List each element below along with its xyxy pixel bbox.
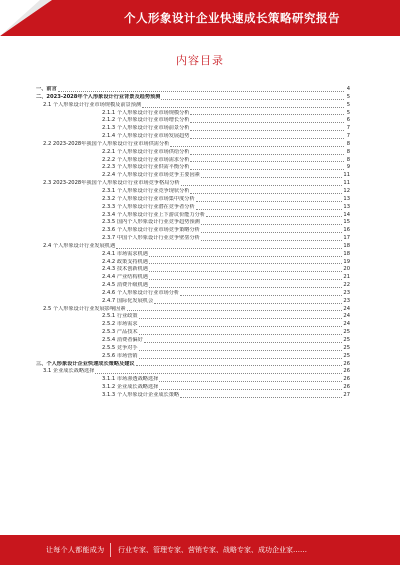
toc-entry[interactable] bbox=[36, 157, 350, 165]
toc-entry-page: 16 bbox=[343, 227, 350, 234]
toc-entry-page: 20 bbox=[343, 266, 350, 273]
toc-entry[interactable] bbox=[36, 274, 350, 282]
toc-entry[interactable] bbox=[36, 368, 350, 376]
toc-entry-label: 2.5 个人形象设计行业发展影响因素 bbox=[43, 305, 126, 312]
toc-entry[interactable] bbox=[36, 149, 350, 157]
toc-entry-label: 2.4.5 消费升级机遇 bbox=[102, 282, 148, 289]
toc-entry-label: 2.5.3 产品技术 bbox=[102, 329, 138, 336]
toc-leader-dots bbox=[161, 99, 344, 100]
toc-entry-label: 2.2.3 个人形象设计行业供需平衡分析 bbox=[102, 164, 190, 171]
toc-leader-dots bbox=[149, 271, 342, 272]
toc-leader-dots bbox=[201, 232, 343, 233]
toc-entry-page: 5 bbox=[346, 93, 350, 100]
toc-entry-page: 26 bbox=[343, 384, 350, 391]
toc-entry-label: 2.1.4 个人形象设计行业市场发展趋势 bbox=[102, 133, 190, 140]
toc-entry-label: 2.1.3 个人形象设计行业市场前景分析 bbox=[102, 125, 190, 132]
header-wedge bbox=[0, 0, 40, 36]
toc-entry-label: 2.3.2 个人形象设计行业市场集中度分析 bbox=[102, 195, 195, 202]
toc-entry[interactable] bbox=[36, 164, 350, 172]
toc-leader-dots bbox=[190, 130, 344, 131]
toc-entry[interactable] bbox=[36, 204, 350, 212]
toc-leader-dots bbox=[116, 248, 342, 249]
toc-entry-label: 2.4.1 市场需求机遇 bbox=[102, 250, 148, 257]
toc-entry-page: 24 bbox=[343, 305, 350, 312]
toc-leader-dots bbox=[149, 287, 342, 288]
toc-entry-label: 2.1 个人形象设计行业市场规模及前景预测 bbox=[43, 101, 142, 108]
toc-leader-dots bbox=[170, 146, 344, 147]
toc-entry-label: 2.2.1 个人形象设计行业市场供给分析 bbox=[102, 148, 190, 155]
toc-entry[interactable] bbox=[36, 102, 350, 110]
toc-entry[interactable] bbox=[36, 251, 350, 259]
toc-entry-page: 7 bbox=[346, 125, 350, 132]
toc-entry[interactable] bbox=[36, 298, 350, 306]
toc-entry[interactable] bbox=[36, 353, 350, 361]
toc-entry[interactable] bbox=[36, 235, 350, 243]
toc-leader-dots bbox=[159, 389, 342, 390]
toc-entry-page: 8 bbox=[346, 148, 350, 155]
toc-entry[interactable] bbox=[36, 329, 350, 337]
toc-leader-dots bbox=[139, 334, 343, 335]
toc-entry-page: 8 bbox=[346, 140, 350, 147]
toc-entry-page: 9 bbox=[346, 164, 350, 171]
toc-leader-dots bbox=[190, 138, 344, 139]
toc-leader-dots bbox=[139, 326, 343, 327]
toc-entry-page: 25 bbox=[343, 352, 350, 359]
toc-entry-label: 2.3.5 国内个人形象设计行业竞争趋势预测 bbox=[102, 219, 200, 226]
footer-divider bbox=[110, 543, 111, 557]
toc-entry[interactable] bbox=[36, 133, 350, 141]
toc-entry-label: 2.4.7 国际化发展机会 bbox=[102, 297, 154, 304]
toc-entry[interactable] bbox=[36, 306, 350, 314]
toc-entry[interactable] bbox=[36, 392, 350, 400]
toc-entry[interactable] bbox=[36, 117, 350, 125]
toc-entry-label: 2.3.3 个人形象设计行业潜在竞争者分析 bbox=[102, 203, 195, 210]
toc-entry[interactable] bbox=[36, 188, 350, 196]
toc-entry-page: 25 bbox=[343, 344, 350, 351]
toc-entry[interactable] bbox=[36, 384, 350, 392]
toc-entry-label: 2.4.4 产业结构机遇 bbox=[102, 274, 148, 281]
toc-leader-dots bbox=[190, 114, 344, 115]
toc-entry[interactable] bbox=[36, 219, 350, 227]
toc-leader-dots bbox=[139, 358, 343, 359]
toc-leader-dots bbox=[127, 310, 343, 311]
toc-entry-page: 13 bbox=[343, 203, 350, 210]
toc-entry-label: 3.1 企业成长战略选择 bbox=[43, 368, 95, 375]
toc-entry[interactable] bbox=[36, 290, 350, 298]
toc-entry-page: 22 bbox=[343, 282, 350, 289]
toc-entry-label: 2.5.1 行业政策 bbox=[102, 313, 138, 320]
toc-entry-label: 2.3.4 个人形象设计行业上下游议价能力分析 bbox=[102, 211, 206, 218]
toc-entry-label: 二、2023-2028年个人形象设计行业背景及趋势预测 bbox=[36, 93, 161, 100]
toc-leader-dots bbox=[159, 381, 342, 382]
toc-entry-label: 2.1.1 个人形象设计行业市场规模分析 bbox=[102, 109, 190, 116]
toc-entry-page: 17 bbox=[343, 235, 350, 242]
table-of-contents bbox=[36, 86, 350, 400]
toc-entry-label: 2.4.2 政策支持机遇 bbox=[102, 258, 148, 265]
toc-leader-dots bbox=[180, 397, 342, 398]
toc-entry-page: 26 bbox=[343, 376, 350, 383]
footer-bar bbox=[0, 535, 400, 565]
toc-entry[interactable] bbox=[36, 110, 350, 118]
toc-leader-dots bbox=[190, 161, 344, 162]
toc-entry[interactable] bbox=[36, 196, 350, 204]
toc-entry[interactable] bbox=[36, 125, 350, 133]
toc-entry[interactable] bbox=[36, 345, 350, 353]
toc-leader-dots bbox=[190, 122, 344, 123]
toc-leader-dots bbox=[190, 169, 344, 170]
toc-leader-dots bbox=[149, 279, 342, 280]
toc-entry-page: 19 bbox=[343, 258, 350, 265]
toc-entry-label: 2.2.4 个人形象设计行业市场竞争主要因素 bbox=[102, 172, 200, 179]
toc-heading: 内容目录 bbox=[176, 54, 224, 67]
toc-entry-label: 2.3 2023-2028年我国个人形象设计行业市场竞争格局分析 bbox=[43, 180, 180, 187]
toc-entry-page: 26 bbox=[343, 360, 350, 367]
toc-entry-page: 23 bbox=[343, 297, 350, 304]
toc-entry[interactable] bbox=[36, 361, 350, 369]
toc-entry[interactable] bbox=[36, 172, 350, 180]
toc-entry[interactable] bbox=[36, 180, 350, 188]
toc-entry-label: 2.1.2 个人形象设计行业市场增长分析 bbox=[102, 117, 190, 124]
toc-entry-label: 三、个人形象设计企业快速成长策略及建议 bbox=[36, 360, 135, 367]
toc-leader-dots bbox=[95, 373, 342, 374]
report-title: 个人形象设计企业快速成长策略研究报告 bbox=[124, 11, 340, 25]
toc-entry-page: 14 bbox=[343, 211, 350, 218]
toc-entry-label: 2.3.6 个人形象设计行业市场竞争策略分析 bbox=[102, 227, 200, 234]
toc-entry[interactable] bbox=[36, 321, 350, 329]
toc-entry[interactable] bbox=[36, 94, 350, 102]
toc-entry-page: 25 bbox=[343, 337, 350, 343]
toc-leader-dots bbox=[180, 295, 342, 296]
footer-slogan: 让每个人都能成为 bbox=[46, 546, 105, 554]
toc-leader-dots bbox=[142, 107, 344, 108]
toc-entry[interactable] bbox=[36, 227, 350, 235]
footer-tagline: 行业专家、管理专家、营销专家、战略专家、成功企业家…… bbox=[118, 546, 307, 554]
toc-entry-label: 2.5.5 竞争对手 bbox=[102, 344, 138, 351]
header-bar bbox=[0, 0, 400, 36]
toc-leader-dots bbox=[144, 342, 343, 343]
toc-entry-label: 2.2.2 个人形象设计行业市场需求分析 bbox=[102, 156, 190, 163]
toc-leader-dots bbox=[196, 201, 343, 202]
toc-entry-label: 2.4 个人形象设计行业发展机遇 bbox=[43, 242, 116, 249]
toc-entry[interactable] bbox=[36, 212, 350, 220]
toc-leader-dots bbox=[154, 303, 342, 304]
toc-entry[interactable] bbox=[36, 86, 350, 94]
toc-entry[interactable] bbox=[36, 259, 350, 267]
toc-entry-page: 15 bbox=[343, 219, 350, 226]
toc-entry[interactable] bbox=[36, 337, 350, 345]
toc-entry-page: 4 bbox=[346, 86, 350, 92]
toc-entry-label: 3.1.2 企业成长战略选择 bbox=[102, 384, 159, 391]
toc-entry-page: 24 bbox=[343, 321, 350, 328]
toc-leader-dots bbox=[196, 209, 343, 210]
toc-entry[interactable] bbox=[36, 266, 350, 274]
toc-entry-page: 8 bbox=[346, 156, 350, 163]
toc-entry-page: 24 bbox=[343, 313, 350, 320]
toc-leader-dots bbox=[139, 350, 343, 351]
toc-entry-label: 2.5.4 消费者偏好 bbox=[102, 337, 143, 343]
toc-leader-dots bbox=[181, 185, 343, 186]
toc-entry-label: 2.5.6 市场营销 bbox=[102, 352, 138, 359]
toc-entry-page: 21 bbox=[343, 274, 350, 281]
toc-entry-page: 7 bbox=[346, 133, 350, 140]
toc-entry-label: 3.1.1 市场渗透战略选择 bbox=[102, 376, 159, 383]
toc-leader-dots bbox=[201, 224, 343, 225]
toc-entry-page: 18 bbox=[343, 242, 350, 249]
toc-entry-page: 18 bbox=[343, 250, 350, 257]
toc-leader-dots bbox=[149, 256, 342, 257]
toc-entry-page: 11 bbox=[343, 180, 350, 187]
toc-entry-page: 13 bbox=[343, 195, 350, 202]
toc-entry-label: 3.1.3 个人形象设计企业成长策略 bbox=[102, 391, 180, 398]
toc-entry-label: 2.4.6 个人形象设计行业市场分析 bbox=[102, 289, 180, 296]
toc-leader-dots bbox=[206, 216, 342, 217]
toc-leader-dots bbox=[58, 91, 344, 92]
toc-leader-dots bbox=[149, 263, 342, 264]
toc-entry-page: 5 bbox=[346, 109, 350, 116]
toc-entry-label: 一、前言 bbox=[36, 86, 57, 92]
toc-leader-dots bbox=[136, 365, 343, 366]
toc-entry[interactable] bbox=[36, 243, 350, 251]
toc-entry[interactable] bbox=[36, 376, 350, 384]
toc-entry-label: 2.2 2023-2028年我国个人形象设计行业市场供需分析 bbox=[43, 140, 170, 147]
toc-entry-page: 5 bbox=[346, 101, 350, 108]
toc-leader-dots bbox=[201, 240, 343, 241]
toc-entry-page: 23 bbox=[343, 289, 350, 296]
toc-entry-page: 12 bbox=[343, 187, 350, 194]
toc-entry[interactable] bbox=[36, 313, 350, 321]
toc-entry-page: 25 bbox=[343, 329, 350, 336]
toc-entry-label: 2.3.1 个人形象设计行业竞争现状分析 bbox=[102, 187, 190, 194]
toc-entry-page: 26 bbox=[343, 368, 350, 375]
toc-entry[interactable] bbox=[36, 282, 350, 290]
toc-entry-page: 6 bbox=[346, 117, 350, 124]
toc-entry-page: 11 bbox=[343, 172, 350, 179]
toc-leader-dots bbox=[190, 154, 344, 155]
toc-entry-label: 2.3.7 中国个人形象设计行业竞争壁垒分析 bbox=[102, 235, 200, 242]
toc-entry[interactable] bbox=[36, 141, 350, 149]
toc-entry-page: 27 bbox=[343, 391, 350, 398]
toc-entry-label: 2.5.2 市场需求 bbox=[102, 321, 138, 328]
toc-leader-dots bbox=[139, 318, 343, 319]
toc-entry-label: 2.4.3 技术创新机遇 bbox=[102, 266, 148, 273]
toc-leader-dots bbox=[201, 177, 343, 178]
toc-leader-dots bbox=[190, 193, 342, 194]
